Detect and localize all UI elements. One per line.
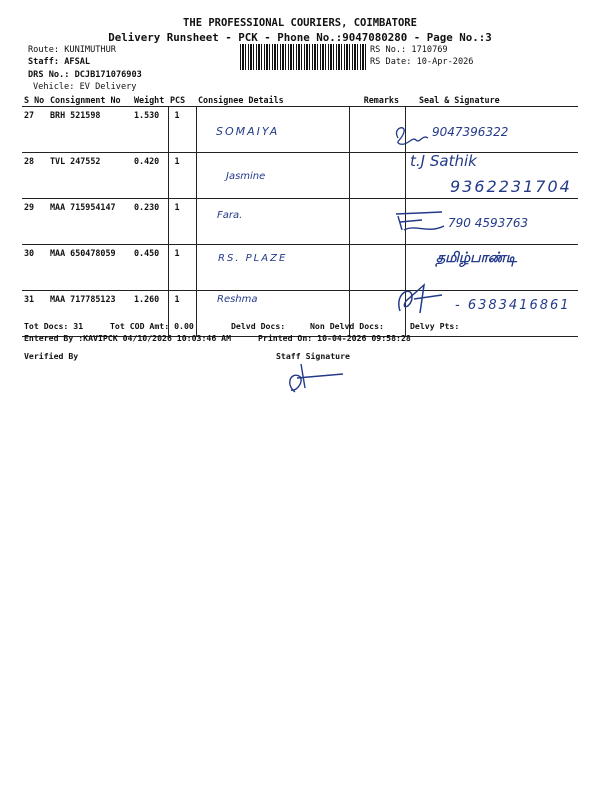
row-consignee <box>196 245 349 291</box>
total-cod-amount: Tot COD Amt: 0.00 <box>110 321 194 331</box>
row-sno: 29 <box>22 199 48 245</box>
handwritten-signature: 9047396322 <box>432 125 509 139</box>
rs-date: RS Date: 10-Apr-2026 <box>370 57 474 67</box>
handwritten-phone: 790 4593763 <box>448 216 529 230</box>
row-weight: 0.450 <box>132 245 168 291</box>
delivered-docs: Delvd Docs: <box>231 321 286 331</box>
col-remarks: Remarks <box>349 94 405 107</box>
row-consignment: TVL 247552 <box>48 153 132 199</box>
row-sno: 31 <box>22 291 48 337</box>
row-consignee <box>196 199 349 245</box>
entered-by: Entered By :KAVIPCK 04/10/2026 10:03:46 AM <box>24 333 232 343</box>
col-weight: Weight <box>132 94 168 107</box>
staff-signature-label: Staff Signature <box>276 351 350 361</box>
non-delivered-docs: Non Delvd Docs: <box>310 321 384 331</box>
row-pcs: 1 <box>168 107 196 153</box>
row-weight: 1.530 <box>132 107 168 153</box>
row-weight: 0.230 <box>132 199 168 245</box>
handwritten-phone: - 6383416861 <box>455 298 571 313</box>
row-weight: 0.420 <box>132 153 168 199</box>
row-consignment: MAA 717785123 <box>48 291 132 337</box>
row-pcs: 1 <box>168 153 196 199</box>
handwritten-consignee: Reshma <box>217 294 258 305</box>
col-consignee: Consignee Details <box>196 94 349 107</box>
row-consignment: MAA 715954147 <box>48 199 132 245</box>
staff-label: Staff: AFSAL <box>28 57 91 67</box>
rs-number: RS No.: 1710769 <box>370 45 448 55</box>
printed-on: Printed On: 10-04-2026 09:58:28 <box>258 333 411 343</box>
total-docs: Tot Docs: 31 <box>24 321 84 331</box>
initials-scribble: t.J <box>410 152 426 170</box>
handwritten-phone: 9362231704 <box>450 177 572 196</box>
row-consignment: MAA 650478059 <box>48 245 132 291</box>
verified-by-label: Verified By <box>24 351 79 361</box>
route-label: Route: KUNIMUTHUR <box>28 45 116 55</box>
signature-scribble <box>392 208 448 234</box>
runsheet-subtitle: Delivery Runsheet - PCK - Phone No.:9047080280 - Page No.:3 <box>108 31 492 44</box>
row-consignment: BRH 521598 <box>48 107 132 153</box>
drs-number: DRS No.: DCJB171076903 <box>28 70 142 80</box>
row-pcs: 1 <box>168 291 196 337</box>
col-consignment: Consignment No <box>48 94 132 107</box>
handwritten-consignee: Jasmine <box>226 171 266 182</box>
col-sno: S No <box>22 94 48 107</box>
row-sno: 30 <box>22 245 48 291</box>
row-pcs: 1 <box>168 245 196 291</box>
signature-scribble <box>392 283 452 317</box>
col-pcs: PCS <box>168 94 196 107</box>
row-pcs: 1 <box>168 199 196 245</box>
table-header-row <box>22 94 578 107</box>
handwritten-signature-name: Sathik <box>429 152 477 170</box>
company-title: THE PROFESSIONAL COURIERS, COIMBATORE <box>183 17 417 29</box>
handwritten-consignee: Fara. <box>217 210 243 221</box>
row-weight: 1.260 <box>132 291 168 337</box>
handwritten-consignee: RS. PLAZE <box>218 253 288 264</box>
barcode <box>240 44 368 70</box>
handwritten-signature <box>410 152 477 170</box>
staff-signature-scribble <box>283 362 347 398</box>
delivery-points: Delvy Pts: <box>410 321 460 331</box>
col-seal: Seal & Signature <box>405 94 578 107</box>
row-sno: 27 <box>22 107 48 153</box>
handwritten-consignee: SOMAIYA <box>216 125 280 138</box>
row-consignee <box>196 153 349 199</box>
row-sno: 28 <box>22 153 48 199</box>
signature-scribble <box>392 122 432 148</box>
handwritten-signature: தமிழ்பாண்டி <box>436 250 517 266</box>
vehicle-label: Vehicle: EV Delivery <box>33 82 137 92</box>
row-remarks <box>349 153 405 199</box>
